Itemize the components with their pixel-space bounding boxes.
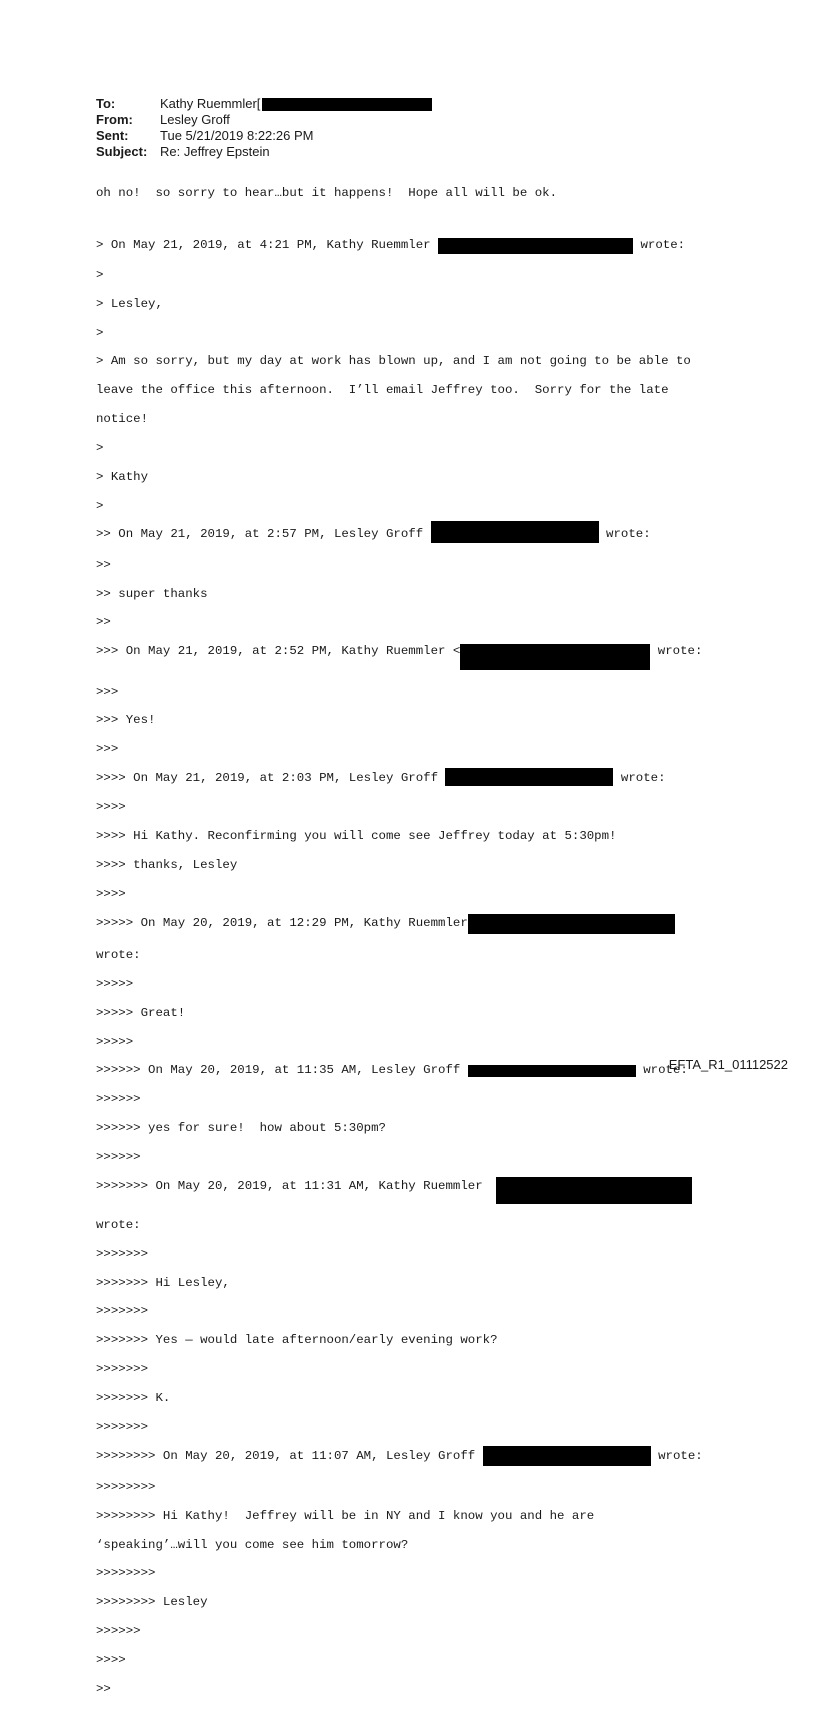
sent-value: Tue 5/21/2019 8:22:26 PM (160, 128, 314, 143)
attribution-text: >>>>>>> On May 20, 2019, at 11:31 AM, Kathy Ruemmler (96, 1178, 491, 1193)
redaction-box (468, 1065, 636, 1077)
wrote-text: wrote: (650, 1448, 703, 1463)
body-line: >>>> Hi Kathy. Reconfirming you will come see Jeffrey today at 5:30pm! (96, 829, 617, 844)
body-line: notice! (96, 412, 149, 427)
quote-attribution-line (96, 1179, 703, 1204)
body-line: >>>>>>> (96, 1362, 149, 1377)
body-line: wrote: (96, 948, 141, 963)
paragraph-gap (96, 215, 703, 223)
body-line: >>>>>>>> Hi Kathy! Jeffrey will be in NY and I know you and he are (96, 1508, 595, 1523)
attribution-text: > On May 21, 2019, at 4:21 PM, Kathy Ruemmler (96, 237, 439, 252)
body-line: >>>>>>>> (96, 1566, 156, 1581)
attribution-text: >>> On May 21, 2019, at 2:52 PM, Kathy Ruemmler < (96, 644, 461, 659)
body-line: >>>>>> (96, 1092, 141, 1107)
body-line: >>>>>>> Hi Lesley, (96, 1275, 230, 1290)
quote-attribution-line (96, 238, 703, 254)
body-line: >>> (96, 684, 119, 699)
redaction-box (262, 98, 432, 111)
to-row (96, 96, 432, 112)
body-line: leave the office this afternoon. I’ll email Jeffrey too. Sorry for the late (96, 383, 669, 398)
body-line: ‘speaking’…will you come see him tomorrow? (96, 1537, 409, 1552)
redaction-box (431, 521, 599, 543)
body-line: >>>> (96, 886, 126, 901)
body-line: >>>>>>> (96, 1246, 149, 1261)
from-row (96, 112, 432, 128)
redaction-box (445, 768, 613, 786)
body-line: oh no! so sorry to hear…but it happens! Hope all will be ok. (96, 186, 558, 201)
body-line: wrote: (96, 1218, 141, 1232)
body-line: > Lesley, (96, 296, 163, 311)
subject-value: Re: Jeffrey Epstein (160, 144, 270, 159)
body-line: >>> Yes! (96, 713, 156, 728)
body-line: >>> (96, 742, 119, 757)
attribution-text: >> On May 21, 2019, at 2:57 PM, Lesley Groff (96, 527, 431, 542)
bates-number: EFTA_R1_01112522 (668, 1057, 788, 1072)
redaction-box (468, 914, 675, 934)
wrote-text: wrote: (613, 771, 666, 786)
body-line: >>>>> (96, 976, 134, 991)
body-line: >>>>>> (96, 1623, 141, 1638)
attribution-text: >>>> On May 21, 2019, at 2:03 PM, Lesley Groff (96, 771, 446, 786)
email-body (96, 172, 703, 1710)
quote-attribution-line (96, 644, 703, 670)
body-line: >>>> (96, 800, 126, 815)
body-line: >>>>> Great! (96, 1005, 186, 1020)
body-line: >>>>>>> Yes — would late afternoon/early evening work? (96, 1333, 498, 1348)
wrote-text: wrote: (650, 644, 703, 659)
quote-attribution-line (96, 1449, 703, 1466)
body-line: >>>> thanks, Lesley (96, 858, 238, 873)
wrote-text: wrote: (633, 237, 686, 252)
wrote-text: wrote: (598, 527, 651, 542)
attribution-text: >>>>>> On May 20, 2019, at 11:35 AM, Lesley Groff (96, 1063, 468, 1078)
from-value: Lesley Groff (160, 112, 230, 127)
body-line: > Kathy (96, 469, 149, 484)
sent-row (96, 128, 432, 144)
quote-attribution-line (96, 527, 703, 543)
body-line: >>>>>>>> (96, 1479, 156, 1494)
subject-row (96, 144, 432, 160)
body-line: >>>>> (96, 1034, 134, 1049)
wrote-text: wrote: (635, 1063, 688, 1078)
to-value (160, 96, 432, 112)
attribution-text: >>>>>>>> On May 20, 2019, at 11:07 AM, Lesley Groff (96, 1448, 483, 1463)
redaction-box (483, 1446, 651, 1466)
body-line: > Am so sorry, but my day at work has blown up, and I am not going to be able to (96, 354, 691, 369)
body-line: >> (96, 557, 111, 572)
body-line: >> super thanks (96, 586, 208, 601)
subject-label: Subject: (96, 144, 148, 159)
body-line: >>>>>> yes for sure! how about 5:30pm? (96, 1120, 386, 1135)
body-line: >>>> (96, 1652, 126, 1667)
redaction-box (460, 644, 650, 670)
quote-attribution-line (96, 916, 703, 934)
body-line: >> (96, 1681, 111, 1696)
sent-label: Sent: (96, 128, 129, 143)
attribution-text: >>>>> On May 20, 2019, at 12:29 PM, Kathy Ruemmler (96, 915, 468, 930)
body-line: >>>>>>> K. (96, 1390, 171, 1405)
body-line: >>>>>>> (96, 1304, 149, 1319)
body-line: >>>>>>>> Lesley (96, 1595, 208, 1610)
body-line: > (96, 268, 104, 283)
body-line: >>>>>>> (96, 1419, 149, 1434)
from-label: From: (96, 112, 133, 127)
redaction-box (438, 238, 633, 254)
email-header (96, 96, 432, 160)
body-line: >> (96, 615, 111, 630)
to-label: To: (96, 96, 116, 111)
redaction-box (496, 1177, 692, 1204)
body-line: > (96, 325, 104, 340)
quote-attribution-line (96, 1063, 703, 1077)
body-line: > (96, 440, 104, 455)
quote-attribution-line (96, 771, 703, 786)
to-name: Kathy Ruemmler[ (160, 96, 261, 111)
body-line: >>>>>> (96, 1149, 141, 1164)
body-line: > (96, 498, 104, 513)
